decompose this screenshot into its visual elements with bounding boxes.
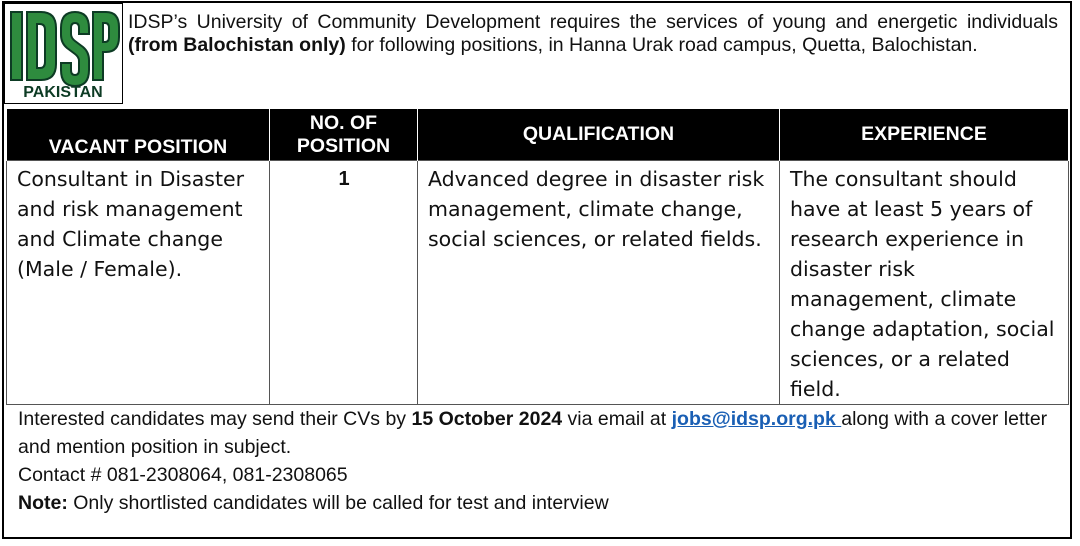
note-line	[18, 489, 1063, 517]
header-qualification: QUALIFICATION	[418, 109, 780, 161]
logo-country-text: PAKISTAN	[23, 84, 103, 101]
cell-qualification: Advanced degree in disaster risk management, climate change, social sciences, or related fields.	[418, 161, 780, 405]
header-experience: EXPERIENCE	[780, 109, 1069, 161]
cell-experience: The consultant should have at least 5 years of research experience in disaster risk management, climate change adaptation, social sciences, or a related field.	[780, 161, 1069, 405]
header-no-of-position	[270, 109, 418, 161]
header-count-line1: NO. OF	[309, 111, 378, 134]
footer-info	[18, 405, 1063, 517]
apply-instructions	[18, 405, 1063, 461]
header-vacant-position: VACANT POSITION	[7, 109, 270, 161]
cell-count: 1	[270, 161, 418, 405]
note-text: Only shortlisted candidates will be called for test and interview	[67, 492, 609, 514]
positions-table	[6, 109, 1069, 405]
note-label: Note:	[18, 492, 68, 514]
contact-line: Contact # 081-2308064, 081-2308065	[18, 464, 348, 486]
header-count-line2: POSITION	[296, 134, 391, 157]
apply-text-1: Interested candidates may send their CVs by	[18, 408, 412, 430]
apply-text-2: via email at	[562, 408, 672, 430]
intro-bold: (from Balochistan only)	[128, 34, 346, 56]
intro-text-2: for following positions, in Hanna Urak road campus, Quetta, Balochistan.	[345, 34, 978, 56]
cell-position: Consultant in Disaster and risk management and Climate change (Male / Female).	[7, 161, 270, 405]
table-row	[7, 161, 1069, 405]
intro-text-1: IDSP’s University of Community Development requires the services of young and energetic individuals	[128, 11, 1058, 33]
intro-paragraph	[128, 11, 1058, 57]
table-header-row	[7, 109, 1069, 161]
apply-text-3: along with a cover letter and mention position in subject.	[18, 408, 1048, 458]
email-link[interactable]: jobs@idsp.org.pk	[671, 408, 842, 430]
idsp-logo	[4, 3, 123, 104]
deadline-date: 15 October 2024	[411, 408, 563, 430]
